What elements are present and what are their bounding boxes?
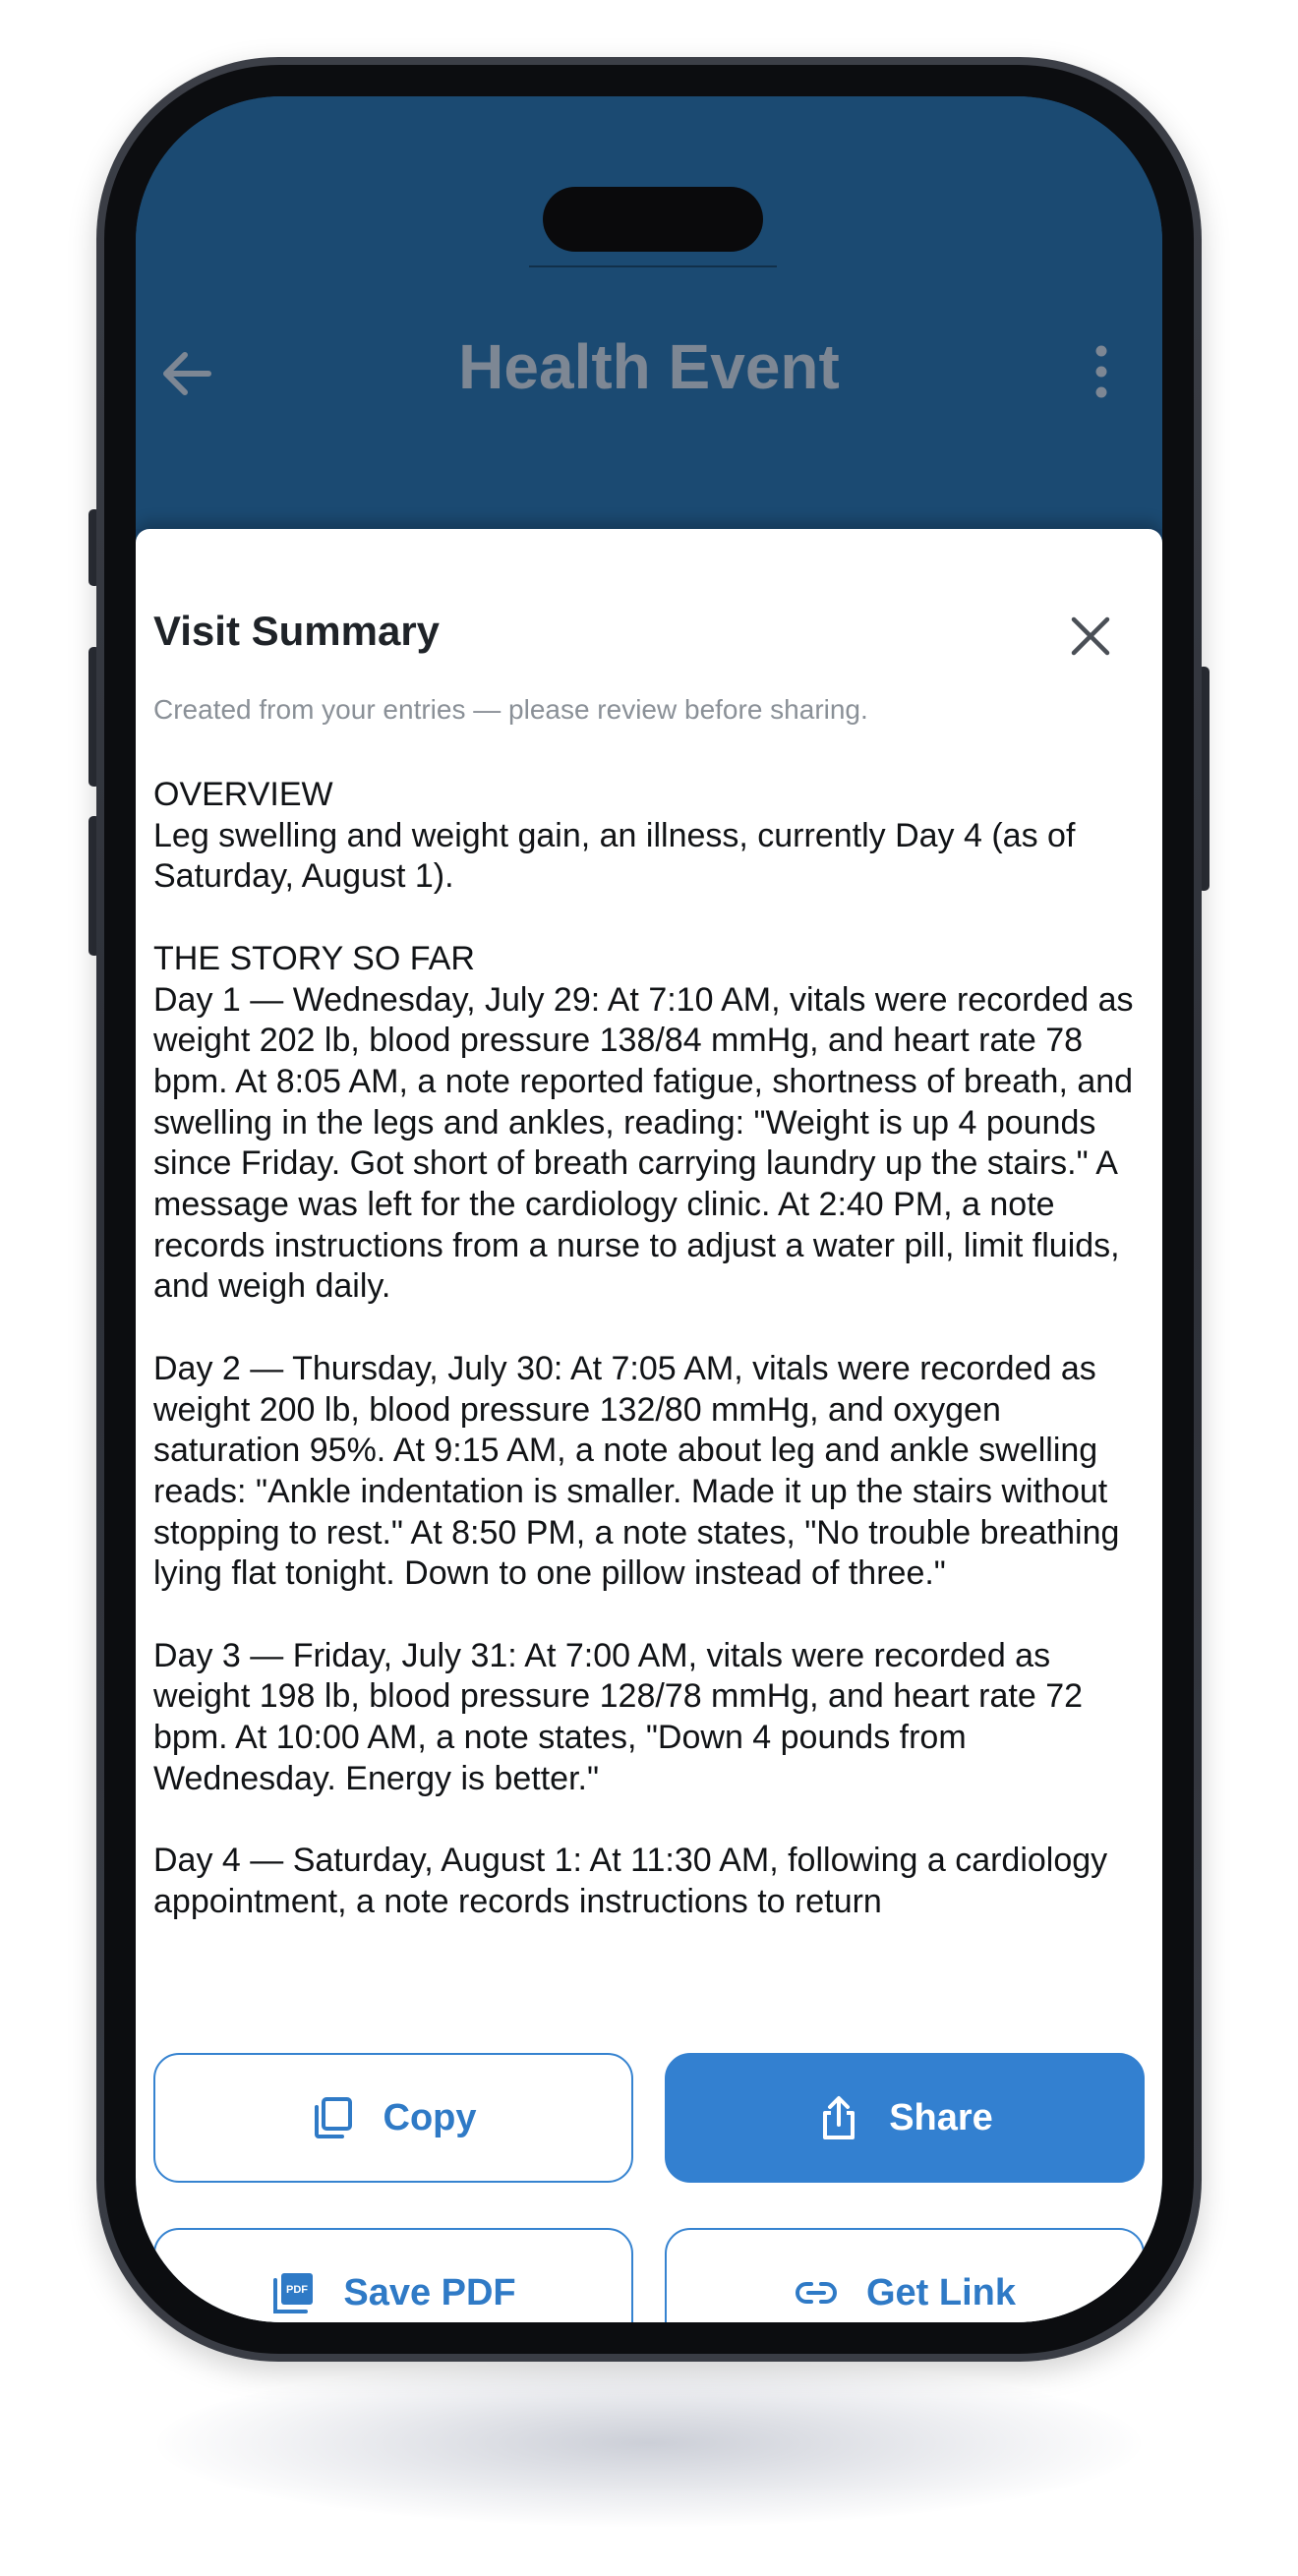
phone-screen bbox=[136, 96, 1162, 2322]
pdf-icon bbox=[270, 2270, 316, 2315]
close-icon[interactable] bbox=[1066, 612, 1115, 661]
svg-text:PDF: PDF bbox=[286, 2284, 309, 2296]
visit-summary-sheet bbox=[136, 529, 1162, 2322]
sheet-subtitle: Created from your entries — please review before sharing. bbox=[153, 694, 868, 725]
device-shadow bbox=[157, 2360, 1141, 2527]
page-title: Health Event bbox=[458, 331, 840, 402]
summary-day-4: Day 4 — Saturday, August 1: At 11:30 AM, following a cardiology appointment, a note records instructions to return bbox=[153, 1842, 1117, 1920]
get-link-button[interactable] bbox=[665, 2228, 1145, 2322]
summary-text[interactable] bbox=[153, 775, 1147, 1999]
phone-bezel bbox=[104, 65, 1194, 2354]
sheet-title: Visit Summary bbox=[153, 608, 441, 654]
dynamic-island bbox=[543, 187, 763, 252]
share-button-label: Share bbox=[889, 2096, 993, 2138]
copy-icon bbox=[311, 2095, 356, 2140]
phone-frame bbox=[96, 57, 1202, 2362]
save-pdf-button-label: Save PDF bbox=[343, 2271, 516, 2313]
save-pdf-button[interactable] bbox=[153, 2228, 633, 2322]
summary-day-1: THE STORY SO FAR Day 1 — Wednesday, July 29: At 7:10 AM, vitals were recorded as weight 202 lb, blood pressure 138/84 mmHg, and heart rate 78 bpm. At 8:05 AM, a note reported fatigue, shortness of breath, and swelling in the legs and ankles, reading: "Weight is up 4 pounds since Friday. Got short of breath carrying laundry up the stairs." A message was left for the cardiology clinic. At 2:40 PM, a note records instructions from a nurse to adjust a water pill, limit fluids, and weigh daily. bbox=[153, 939, 1134, 1306]
copy-button[interactable] bbox=[153, 2053, 633, 2183]
status-divider bbox=[529, 265, 777, 267]
share-button[interactable] bbox=[665, 2053, 1145, 2183]
app-bar bbox=[136, 96, 1162, 529]
summary-day-2: Day 2 — Thursday, July 30: At 7:05 AM, vitals were recorded as weight 200 lb, blood pressure 132/80 mmHg, and oxygen saturation 95%. At 9:15 AM, a note about leg and ankle swelling reads: "Ankle indentation is smaller. Made it up the stairs without stopping to rest." At 8:50 PM, a note states, "No trouble breathing lying flat tonight. Down to one pillow instead of three." bbox=[153, 1349, 1129, 1593]
more-vertical-icon[interactable] bbox=[1090, 342, 1113, 401]
link-icon bbox=[794, 2270, 839, 2315]
summary-overview: OVERVIEW Leg swelling and weight gain, an illness, currently Day 4 (as of Saturday, August 1). bbox=[153, 776, 1076, 896]
summary-day-3: Day 3 — Friday, July 31: At 7:00 AM, vitals were recorded as weight 198 lb, blood pressure 128/78 mmHg, and heart rate 72 bpm. At 10:00 AM, a note states, "Down 4 pounds from Wednesday. Energy is better." bbox=[153, 1636, 1092, 1797]
get-link-button-label: Get Link bbox=[865, 2271, 1017, 2313]
copy-button-label: Copy bbox=[383, 2096, 477, 2138]
share-icon bbox=[816, 2095, 861, 2140]
